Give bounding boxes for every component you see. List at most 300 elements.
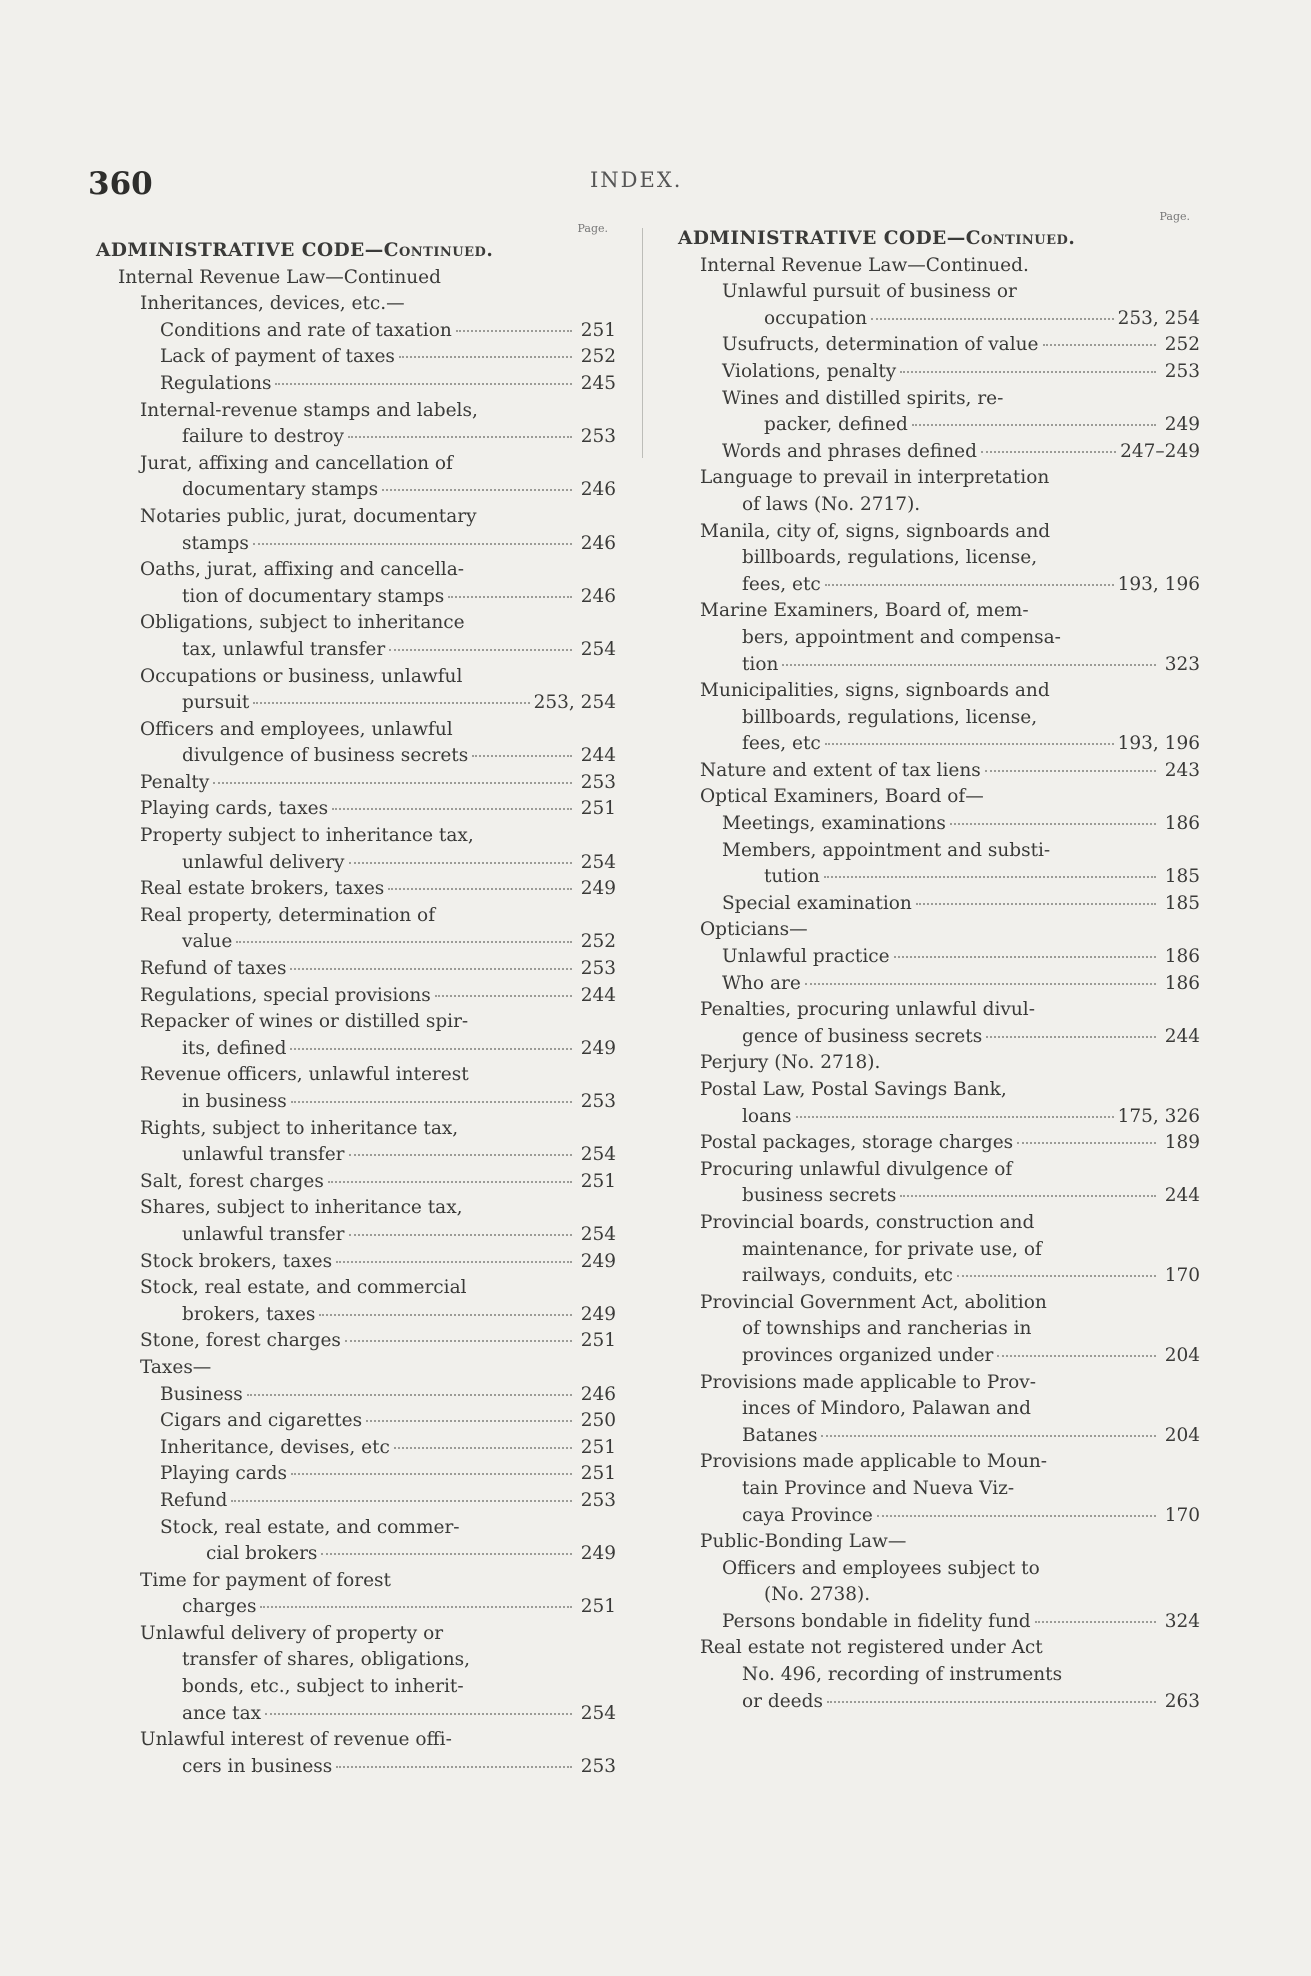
entry-page-ref: 186 xyxy=(1164,972,1200,994)
dot-leader xyxy=(253,543,572,545)
entry-page-ref: 253 xyxy=(1164,360,1200,382)
dot-leader xyxy=(825,743,1114,745)
entry-text: Marine Examiners, Board of, mem- xyxy=(700,600,1029,622)
entry-text: bonds, etc., subject to inherit- xyxy=(182,1676,464,1698)
entry-text: tion xyxy=(742,653,779,675)
dot-leader xyxy=(985,770,1156,772)
entry-text: Opticians— xyxy=(700,919,808,941)
column-divider xyxy=(642,228,643,458)
index-entry xyxy=(96,1062,616,1089)
index-entry xyxy=(678,572,1200,599)
dot-leader xyxy=(349,862,573,864)
entry-page-ref: 249 xyxy=(580,878,616,900)
entry-text: Procuring unlawful divulgence of xyxy=(700,1158,1013,1180)
index-entry xyxy=(96,1727,616,1754)
entry-page-ref: 244 xyxy=(1164,1185,1200,1207)
index-entry xyxy=(678,519,1200,546)
index-entry xyxy=(678,332,1200,359)
entry-text: Municipalities, signs, signboards and xyxy=(700,680,1050,702)
index-entry xyxy=(678,1316,1200,1343)
entry-text: Internal Revenue Law—Continued. xyxy=(700,254,1029,276)
entry-text: Persons bondable in fidelity fund xyxy=(722,1610,1031,1632)
entry-text: Meetings, examinations xyxy=(722,813,946,835)
entry-text: bers, appointment and compensa- xyxy=(742,626,1061,648)
entry-page-ref: 185 xyxy=(1164,866,1200,888)
entry-text: stamps xyxy=(182,532,249,554)
index-entry xyxy=(678,997,1200,1024)
entry-text: gence of business secrets xyxy=(742,1025,983,1047)
entry-text: Unlawful interest of revenue offi- xyxy=(140,1729,452,1751)
index-entry xyxy=(96,956,616,983)
entry-page-ref: 253 xyxy=(580,1091,616,1112)
entry-page-ref: 186 xyxy=(1164,946,1200,968)
entry-page-ref: 175, 326 xyxy=(1117,1105,1200,1127)
entry-text: Postal packages, storage charges xyxy=(700,1132,1014,1154)
right-entries xyxy=(678,226,1200,1715)
entry-page-ref: 253 xyxy=(580,1755,616,1777)
entry-page-ref: 193, 196 xyxy=(1117,733,1200,755)
index-entry xyxy=(96,1461,616,1488)
index-entry xyxy=(678,1024,1200,1051)
dot-leader xyxy=(472,755,572,757)
entry-text: divulgence of business secrets xyxy=(182,745,469,767)
dot-leader xyxy=(805,983,1156,985)
entry-text: Inheritances, devices, etc.— xyxy=(140,293,405,315)
index-entry xyxy=(678,705,1200,732)
index-entry xyxy=(96,637,616,664)
index-entry xyxy=(96,717,616,744)
entry-text: inces of Mindoro, Palawan and xyxy=(742,1398,1031,1420)
index-entry xyxy=(96,1594,616,1621)
index-entry xyxy=(678,1449,1200,1476)
index-entry xyxy=(96,1382,616,1409)
index-entry xyxy=(96,1275,616,1302)
entry-page-ref: 244 xyxy=(580,745,616,767)
index-entry xyxy=(678,386,1200,413)
dot-leader xyxy=(382,489,572,491)
entry-text: Real property, determination of xyxy=(140,904,436,926)
index-entry xyxy=(678,1050,1200,1077)
index-entry xyxy=(96,1754,616,1781)
entry-text: Optical Examiners, Board of— xyxy=(700,786,984,808)
dot-leader xyxy=(448,596,572,598)
index-entry xyxy=(96,344,616,371)
index-entry xyxy=(96,265,616,292)
index-entry xyxy=(96,291,616,318)
index-entry xyxy=(678,1396,1200,1423)
entry-text: Batanes xyxy=(742,1424,818,1446)
index-entry xyxy=(96,1674,616,1701)
entry-page-ref: 253, 254 xyxy=(1117,307,1200,329)
entry-text: value xyxy=(182,931,233,953)
index-entry xyxy=(96,238,616,265)
dot-leader xyxy=(827,1701,1156,1703)
entry-text: Provisions made applicable to Prov- xyxy=(700,1371,1036,1393)
index-entry xyxy=(96,1142,616,1169)
dot-leader xyxy=(986,1036,1156,1038)
entry-text: packer, defined xyxy=(764,414,908,436)
index-entry xyxy=(678,625,1200,652)
dot-leader xyxy=(348,436,572,438)
index-entry xyxy=(96,610,616,637)
entry-text: Unlawful practice xyxy=(722,946,890,968)
entry-page-ref: 204 xyxy=(1164,1424,1200,1446)
entry-text: Manila, city of, signs, signboards and xyxy=(700,520,1051,542)
entry-text: Unlawful delivery of property or xyxy=(140,1622,444,1644)
index-entry xyxy=(678,1210,1200,1237)
entry-text: maintenance, for private use, of xyxy=(742,1238,1042,1260)
entry-page-ref: 204 xyxy=(1164,1344,1200,1366)
entry-text: Lack of payment of taxes xyxy=(160,346,395,368)
index-entry xyxy=(96,664,616,691)
index-entry xyxy=(96,1009,616,1036)
index-entry xyxy=(96,983,616,1010)
entry-page-ref: 245 xyxy=(580,372,616,394)
entry-text: Unlawful pursuit of business or xyxy=(722,281,1017,303)
entry-page-ref: 249 xyxy=(580,1037,616,1059)
index-entry xyxy=(96,1089,616,1116)
entry-page-ref: 254 xyxy=(580,638,616,660)
index-entry xyxy=(96,690,616,717)
entry-page-ref: 193, 196 xyxy=(1117,573,1200,595)
index-entry xyxy=(96,876,616,903)
entry-text: Real estate brokers, taxes xyxy=(140,878,385,900)
dot-leader xyxy=(1035,1621,1156,1623)
index-entry xyxy=(96,1036,616,1063)
entry-page-ref: 251 xyxy=(580,319,616,341)
index-entry xyxy=(96,1647,616,1674)
dot-leader xyxy=(900,1195,1156,1197)
index-entry xyxy=(96,1195,616,1222)
index-entry xyxy=(678,1503,1200,1530)
left-entries xyxy=(96,238,616,1780)
entry-page-ref: 246 xyxy=(580,479,616,501)
dot-leader xyxy=(456,330,572,332)
index-entry xyxy=(96,1435,616,1462)
index-entry xyxy=(96,1169,616,1196)
entry-text: ADMINISTRATIVE CODE—Continued. xyxy=(678,228,1076,249)
entry-text: provinces organized under xyxy=(742,1344,994,1366)
entry-page-ref: 249 xyxy=(580,1303,616,1325)
index-entry xyxy=(96,1328,616,1355)
entry-text: Perjury (No. 2718). xyxy=(700,1052,881,1074)
entry-text: Nature and extent of tax liens xyxy=(700,759,981,781)
entry-text: transfer of shares, obligations, xyxy=(182,1649,471,1671)
dot-leader xyxy=(349,1154,572,1156)
entry-text: Refund xyxy=(160,1489,228,1511)
index-entry xyxy=(678,811,1200,838)
dot-leader xyxy=(291,1101,572,1103)
entry-text: Real estate not registered under Act xyxy=(700,1637,1043,1659)
entry-text: Penalties, procuring unlawful divul- xyxy=(700,999,1035,1021)
dot-leader xyxy=(236,941,572,943)
entry-text: ADMINISTRATIVE CODE—Continued. xyxy=(96,240,494,261)
entry-text: Usufructs, determination of value xyxy=(722,334,1039,356)
index-entry xyxy=(678,1689,1200,1716)
index-entry xyxy=(96,1541,616,1568)
entry-page-ref: 249 xyxy=(580,1250,616,1272)
entry-text: tax, unlawful transfer xyxy=(182,638,386,660)
index-entry xyxy=(678,864,1200,891)
entry-page-ref: 189 xyxy=(1164,1132,1200,1154)
dot-leader xyxy=(824,876,1156,878)
entry-text: No. 496, recording of instruments xyxy=(742,1664,1063,1686)
entry-text: caya Province xyxy=(742,1504,873,1526)
index-entry xyxy=(678,1582,1200,1609)
dot-leader xyxy=(912,424,1156,426)
entry-text: Salt, forest charges xyxy=(140,1170,324,1192)
entry-text: Postal Law, Postal Savings Bank, xyxy=(700,1079,1007,1100)
index-entry xyxy=(96,929,616,956)
entry-text: (No. 2738). xyxy=(764,1584,871,1606)
entry-text: billboards, regulations, license, xyxy=(742,706,1038,728)
dot-leader xyxy=(260,1606,572,1608)
index-entry xyxy=(678,838,1200,865)
dot-leader xyxy=(825,584,1114,586)
entry-page-ref: 254 xyxy=(580,1223,616,1245)
entry-page-ref: 170 xyxy=(1164,1265,1200,1287)
entry-page-ref: 254 xyxy=(580,851,616,873)
entry-page-ref: 253 xyxy=(580,958,616,980)
index-entry xyxy=(678,944,1200,971)
entry-text: Oaths, jurat, affixing and cancella- xyxy=(140,559,464,581)
entry-page-ref: 170 xyxy=(1164,1504,1200,1526)
index-entry xyxy=(678,1263,1200,1290)
entry-page-ref: 244 xyxy=(1164,1025,1200,1047)
entry-text: Wines and distilled spirits, re- xyxy=(722,387,1004,409)
entry-page-ref: 247–249 xyxy=(1120,440,1200,462)
entry-text: Internal-revenue stamps and labels, xyxy=(140,399,478,421)
entry-text: cers in business xyxy=(182,1755,333,1777)
entry-text: its, defined xyxy=(182,1037,287,1059)
index-entry xyxy=(678,1077,1200,1104)
index-entry xyxy=(678,891,1200,918)
index-entry xyxy=(96,424,616,451)
entry-text: Regulations xyxy=(160,372,272,394)
dot-leader xyxy=(782,664,1156,666)
dot-leader xyxy=(290,968,572,970)
index-entry xyxy=(678,492,1200,519)
entry-page-ref: 263 xyxy=(1164,1690,1200,1712)
index-entry xyxy=(678,1157,1200,1184)
entry-text: Playing cards xyxy=(160,1463,287,1485)
index-entry xyxy=(96,1515,616,1542)
entry-text: occupation xyxy=(764,307,868,329)
index-entry xyxy=(678,1476,1200,1503)
entry-text: Stone, forest charges xyxy=(140,1330,341,1352)
right-column xyxy=(678,210,1200,1715)
index-entry xyxy=(96,477,616,504)
index-entry xyxy=(96,1568,616,1595)
entry-page-ref: 252 xyxy=(580,931,616,953)
entry-text: Provincial Government Act, abolition xyxy=(700,1291,1047,1313)
index-entry xyxy=(96,903,616,930)
entry-text: Shares, subject to inheritance tax, xyxy=(140,1197,463,1219)
index-entry xyxy=(678,253,1200,280)
index-entry xyxy=(96,531,616,558)
dot-leader xyxy=(796,1116,1114,1118)
entry-text: unlawful delivery xyxy=(182,851,345,873)
entry-page-ref: 249 xyxy=(580,1543,616,1565)
entry-page-ref: 254 xyxy=(580,1702,616,1724)
entry-text: Special examination xyxy=(722,892,912,914)
entry-text: Repacker of wines or distilled spir- xyxy=(140,1011,469,1033)
index-entry xyxy=(96,318,616,345)
entry-text: Members, appointment and substi- xyxy=(722,839,1051,861)
dot-leader xyxy=(213,782,572,784)
entry-text: of laws (No. 2717). xyxy=(742,493,921,515)
page-column-label: Page. xyxy=(577,222,608,235)
entry-text: of townships and rancherias in xyxy=(742,1318,1032,1340)
dot-leader xyxy=(336,1261,572,1263)
index-entry xyxy=(96,584,616,611)
entry-page-ref: 252 xyxy=(580,346,616,368)
index-entry xyxy=(678,1290,1200,1317)
entry-text: tain Province and Nueva Viz- xyxy=(742,1477,1015,1499)
entry-page-ref: 244 xyxy=(580,984,616,1006)
dot-leader xyxy=(877,1515,1156,1517)
entry-page-ref: 324 xyxy=(1164,1610,1200,1632)
entry-text: Inheritance, devises, etc xyxy=(160,1436,390,1458)
dot-leader xyxy=(394,1447,572,1449)
entry-text: pursuit xyxy=(182,692,250,714)
dot-leader xyxy=(900,371,1156,373)
entry-text: Property subject to inheritance tax, xyxy=(140,825,474,847)
index-entry xyxy=(96,1488,616,1515)
index-entry xyxy=(96,451,616,478)
entry-text: unlawful transfer xyxy=(182,1223,345,1245)
index-entry xyxy=(678,439,1200,466)
dot-leader xyxy=(319,1314,572,1316)
index-entry xyxy=(678,598,1200,625)
entry-text: Who are xyxy=(722,972,801,994)
dot-leader xyxy=(871,318,1114,320)
index-entry xyxy=(678,678,1200,705)
dot-leader xyxy=(1043,344,1157,346)
entry-text: brokers, taxes xyxy=(182,1303,316,1325)
entry-page-ref: 252 xyxy=(1164,334,1200,356)
dot-leader xyxy=(1017,1142,1156,1144)
entry-page-ref: 185 xyxy=(1164,892,1200,914)
entry-text: Regulations, special provisions xyxy=(140,984,431,1006)
entry-text: Time for payment of forest xyxy=(140,1569,391,1591)
page-column-label: Page. xyxy=(1159,210,1190,223)
entry-text: railways, conduits, etc xyxy=(742,1265,953,1287)
dot-leader xyxy=(265,1713,572,1715)
entry-page-ref: 246 xyxy=(580,585,616,607)
dot-leader xyxy=(389,649,572,651)
entry-text: or deeds xyxy=(742,1690,823,1712)
index-entry xyxy=(678,1370,1200,1397)
entry-page-ref: 251 xyxy=(580,1436,616,1458)
index-entry xyxy=(96,398,616,425)
entry-text: unlawful transfer xyxy=(182,1144,345,1166)
entry-page-ref: 250 xyxy=(580,1410,616,1432)
entry-text: Conditions and rate of taxation xyxy=(160,319,452,341)
index-entry xyxy=(678,971,1200,998)
entry-page-ref: 323 xyxy=(1164,653,1200,675)
index-entry xyxy=(678,412,1200,439)
entry-page-ref: 186 xyxy=(1164,813,1200,835)
dot-leader xyxy=(231,1500,572,1502)
index-entry xyxy=(96,1621,616,1648)
left-column xyxy=(96,222,616,1780)
entry-text: Stock, real estate, and commercial xyxy=(140,1277,467,1299)
index-entry xyxy=(96,1302,616,1329)
index-entry xyxy=(96,1701,616,1728)
index-entry xyxy=(96,557,616,584)
dot-leader xyxy=(290,1048,572,1050)
index-entry xyxy=(96,850,616,877)
dot-leader xyxy=(388,888,572,890)
entry-text: tion of documentary stamps xyxy=(182,585,445,607)
dot-leader xyxy=(366,1420,572,1422)
index-entry xyxy=(678,359,1200,386)
entry-text: Notaries public, jurat, documentary xyxy=(140,505,477,527)
entry-text: Business xyxy=(160,1383,243,1405)
entry-text: failure to destroy xyxy=(182,426,344,448)
entry-page-ref: 254 xyxy=(580,1144,616,1166)
entry-text: tution xyxy=(764,866,820,888)
entry-text: Occupations or business, unlawful xyxy=(140,665,463,687)
entry-text: Officers and employees, unlawful xyxy=(140,718,453,740)
index-entry xyxy=(678,1237,1200,1264)
entry-text: charges xyxy=(182,1596,257,1618)
index-entry xyxy=(96,796,616,823)
entry-page-ref: 251 xyxy=(580,1170,616,1192)
index-entry xyxy=(96,1222,616,1249)
entry-text: Public-Bonding Law— xyxy=(700,1531,907,1553)
index-entry xyxy=(96,1408,616,1435)
dot-leader xyxy=(345,1340,572,1342)
entry-page-ref: 246 xyxy=(580,1383,616,1405)
index-entry xyxy=(678,545,1200,572)
dot-leader xyxy=(291,1473,572,1475)
entry-page-ref: 251 xyxy=(580,798,616,820)
index-entry xyxy=(678,306,1200,333)
index-entry xyxy=(678,1130,1200,1157)
index-entry xyxy=(96,743,616,770)
dot-leader xyxy=(332,808,572,810)
entry-text: Rights, subject to inheritance tax, xyxy=(140,1117,459,1139)
dot-leader xyxy=(349,1234,572,1236)
page-number: 360 xyxy=(88,166,153,202)
entry-text: Violations, penalty xyxy=(722,360,897,382)
index-entry xyxy=(96,823,616,850)
dot-leader xyxy=(253,702,529,704)
dot-leader xyxy=(997,1355,1156,1357)
entry-text: Cigars and cigarettes xyxy=(160,1410,363,1432)
entry-text: in business xyxy=(182,1091,287,1112)
entry-page-ref: 251 xyxy=(580,1463,616,1485)
index-entry xyxy=(678,226,1200,253)
dot-leader xyxy=(247,1394,572,1396)
index-entry xyxy=(678,1343,1200,1370)
index-entry xyxy=(678,1183,1200,1210)
index-entry xyxy=(96,770,616,797)
entry-text: Internal Revenue Law—Continued xyxy=(118,266,441,288)
entry-text: Provisions made applicable to Moun- xyxy=(700,1451,1048,1473)
entry-text: Playing cards, taxes xyxy=(140,798,329,820)
index-entry xyxy=(678,758,1200,785)
dot-leader xyxy=(275,383,572,385)
index-entry xyxy=(96,1249,616,1276)
entry-text: Penalty xyxy=(140,771,210,793)
index-entry xyxy=(678,784,1200,811)
entry-text: Stock brokers, taxes xyxy=(140,1250,333,1272)
dot-leader xyxy=(399,356,572,358)
entry-text: ance tax xyxy=(182,1702,262,1724)
